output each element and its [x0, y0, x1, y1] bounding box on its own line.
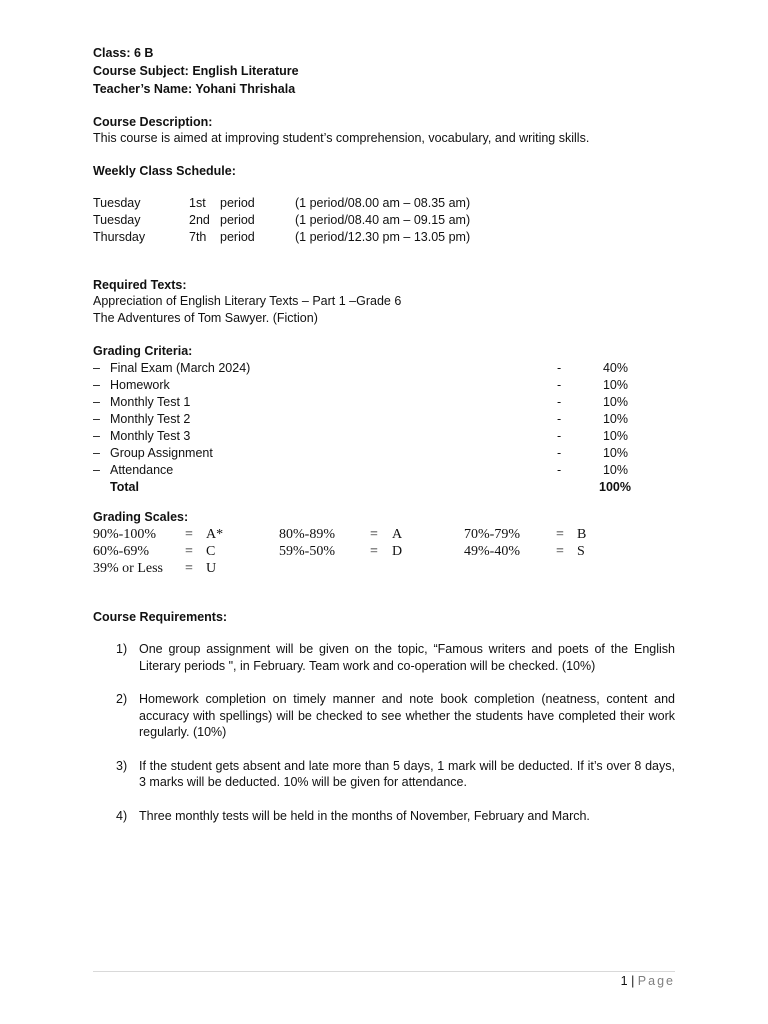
bullet: –	[93, 446, 100, 460]
page-number: 1	[620, 974, 628, 988]
scale-equals: =	[556, 527, 564, 542]
grading-criteria-list	[93, 360, 638, 496]
grading-row	[93, 377, 638, 394]
requirement-item	[93, 691, 675, 741]
scale-range: 80%-89%	[279, 527, 335, 542]
scale-grade: D	[392, 544, 403, 559]
grading-label: Monthly Test 2	[110, 412, 191, 426]
requirement-item	[93, 808, 675, 825]
scale-equals: =	[370, 544, 378, 559]
class-line: Class: 6 B	[93, 46, 154, 60]
grading-row	[93, 394, 638, 411]
schedule-time: (1 period/08.40 am – 09.15 am)	[295, 213, 471, 227]
grading-total-percent: 100%	[599, 480, 631, 494]
separator: -	[557, 429, 562, 443]
separator: -	[557, 446, 562, 460]
grading-percent: 10%	[602, 446, 628, 460]
grading-row	[93, 360, 638, 377]
course-requirements-heading: Course Requirements:	[93, 610, 228, 624]
grading-total-label: Total	[110, 480, 139, 494]
grading-row	[93, 462, 638, 479]
scale-equals: =	[370, 527, 378, 542]
schedule-period-word: period	[220, 230, 255, 244]
scale-equals: =	[185, 527, 193, 542]
separator: -	[557, 361, 562, 375]
grading-row	[93, 428, 638, 445]
required-text-item: Appreciation of English Literary Texts – Part 1 –Grade 6	[93, 294, 402, 308]
requirement-item	[93, 641, 675, 674]
footer-divider-line	[93, 971, 675, 972]
weekly-schedule-heading: Weekly Class Schedule:	[93, 164, 236, 178]
separator: -	[557, 378, 562, 392]
required-texts-heading: Required Texts:	[93, 278, 187, 292]
grading-percent: 10%	[602, 378, 628, 392]
requirement-text: Homework completion on timely manner and note book completion (neatness, content and accuracy with spellings) will be checked to see whether the students have completed their work regularly. (10%)	[139, 692, 675, 739]
separator: -	[557, 412, 562, 426]
course-description-text: This course is aimed at improving student’s comprehension, vocabulary, and writing skills.	[93, 131, 590, 145]
grading-total-row	[93, 479, 638, 496]
schedule-time: (1 period/08.00 am – 08.35 am)	[295, 196, 471, 210]
page-footer	[621, 974, 675, 988]
schedule-period-number: 1st	[189, 196, 206, 210]
grading-percent: 10%	[602, 429, 628, 443]
grading-label: Attendance	[110, 463, 174, 477]
schedule-day: Tuesday	[93, 213, 141, 227]
bullet: –	[93, 463, 100, 477]
schedule-period-number: 2nd	[189, 213, 210, 227]
requirement-number: 4)	[116, 808, 128, 823]
grading-percent: 10%	[602, 463, 628, 477]
requirement-number: 3)	[116, 758, 128, 773]
separator: -	[557, 395, 562, 409]
scale-grade: U	[206, 561, 217, 576]
scale-grade: A*	[206, 527, 224, 542]
bullet: –	[93, 395, 100, 409]
scale-equals: =	[556, 544, 564, 559]
grading-percent: 10%	[602, 412, 628, 426]
grading-criteria-heading: Grading Criteria:	[93, 344, 193, 358]
grading-percent: 10%	[602, 395, 628, 409]
requirement-text: One group assignment will be given on the topic, “Famous writers and poets of the English Literary periods ", in February. Team work and co-operation will be checked. (10%)	[139, 642, 675, 673]
grading-scales-heading: Grading Scales:	[93, 510, 189, 524]
separator: -	[557, 463, 562, 477]
requirement-text: If the student gets absent and late more than 5 days, 1 mark will be deducted. If it’s over 8 days, 3 marks will be deducted. 10% will be given for attendance.	[139, 758, 675, 789]
schedule-period-word: period	[220, 196, 255, 210]
scale-grade: S	[577, 544, 585, 559]
course-description-heading: Course Description:	[93, 115, 213, 129]
schedule-day: Tuesday	[93, 196, 141, 210]
bullet: –	[93, 361, 100, 375]
scale-range: 59%-50%	[279, 544, 335, 559]
schedule-day: Thursday	[93, 230, 146, 244]
scale-grade: B	[577, 527, 587, 542]
grading-label: Monthly Test 3	[110, 429, 191, 443]
grading-percent: 40%	[602, 361, 628, 375]
grading-row	[93, 445, 638, 462]
bullet: –	[93, 429, 100, 443]
scale-equals: =	[185, 544, 193, 559]
grading-label: Monthly Test 1	[110, 395, 191, 409]
schedule-time: (1 period/12.30 pm – 13.05 pm)	[295, 230, 471, 244]
course-subject-line: Course Subject: English Literature	[93, 64, 299, 78]
grading-row	[93, 411, 638, 428]
scale-range: 90%-100%	[93, 527, 156, 542]
scale-range: 70%-79%	[464, 527, 520, 542]
required-text-item: The Adventures of Tom Sawyer. (Fiction)	[93, 311, 318, 325]
requirement-number: 1)	[116, 642, 128, 656]
grading-label: Homework	[110, 378, 170, 392]
grading-label: Group Assignment	[110, 446, 213, 460]
teacher-name-line: Teacher’s Name: Yohani Thrishala	[93, 82, 296, 96]
bullet: –	[93, 378, 100, 392]
grading-label: Final Exam (March 2024)	[110, 361, 251, 375]
scale-range: 60%-69%	[93, 544, 149, 559]
scale-range: 49%-40%	[464, 544, 520, 559]
schedule-period-number: 7th	[189, 230, 207, 244]
scale-range: 39% or Less	[93, 561, 163, 576]
bullet: –	[93, 412, 100, 426]
scale-grade: A	[392, 527, 403, 542]
schedule-period-word: period	[220, 213, 255, 227]
course-requirements-list	[93, 641, 675, 841]
requirement-number: 2)	[116, 692, 128, 706]
scale-equals: =	[185, 561, 193, 576]
scale-grade: C	[206, 544, 216, 559]
page-word: Page	[637, 974, 675, 988]
requirement-text: Three monthly tests will be held in the months of November, February and March.	[139, 808, 590, 823]
footer-divider: |	[631, 974, 635, 988]
requirement-item	[93, 758, 675, 791]
